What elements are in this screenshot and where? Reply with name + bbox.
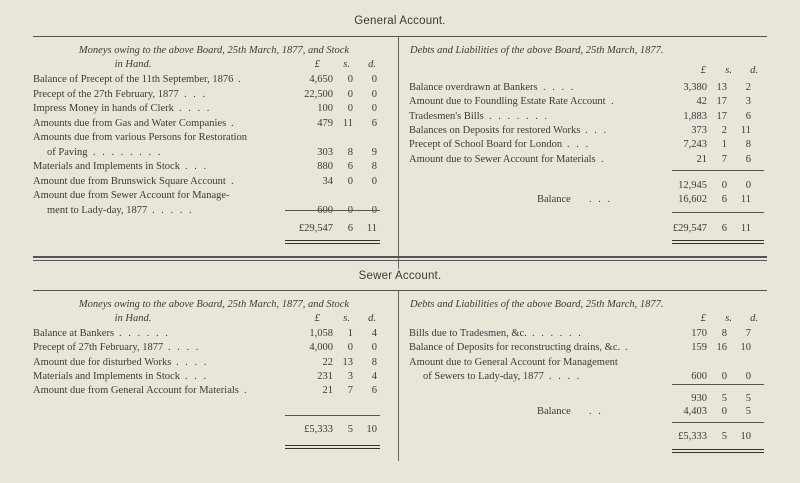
row-pence: 11 [740,124,751,136]
general-right-total-pence: 11 [740,223,751,234]
ledger-row [409,110,767,123]
general-right-balance-pence: 11 [740,194,751,205]
row-description: Balances on Deposits for restored Works [409,124,581,136]
row-pence: 6 [371,385,377,397]
row-description: Materials and Implements in Stock [33,370,180,382]
row-pence: 0 [745,370,751,382]
row-leader-dots: . . . . . . [119,328,170,339]
row-leader-dots: . [601,153,606,165]
row-pence: 0 [371,74,377,85]
row-pence: 4 [371,370,377,382]
row-leader-dots: . . . [184,88,208,100]
general-left-total-pounds: £29,547 [298,223,333,234]
ledger-row [409,370,767,383]
general-left-total-double-rule [285,240,380,244]
ledger-row [33,160,395,173]
row-shillings: 0 [347,74,353,85]
row-shillings: 17 [716,96,727,108]
row-description: Tradesmen's Bills [409,110,484,122]
row-description: Amount due to Foundling Estate Rate Account [409,96,606,108]
row-pence: 0 [371,342,377,354]
sewer-left-total-double-rule [285,445,380,449]
row-pounds: 373 [691,124,707,136]
row-shillings: 6 [347,161,353,172]
general-top-rule [33,36,767,37]
sewer-right-total-pounds: £5,333 [678,431,707,442]
ledger-row [33,189,395,202]
general-left-col-pence: d. [368,59,376,70]
row-description: of Sewers to Lady-day, 1877 [423,370,544,382]
row-pence: 9 [371,146,377,158]
general-column-divider [398,37,399,269]
row-description: Precept of School Board for London [409,139,563,151]
sewer-right-balance-label: Balance [537,406,571,417]
general-right-balance-dots: . . . [589,194,613,205]
row-leader-dots: . . . [567,139,591,151]
row-pounds: 3,380 [683,82,707,93]
row-pounds: 7,243 [683,139,707,151]
sewer-right-balance-pence: 5 [745,406,751,417]
row-leader-dots: . [244,385,249,397]
ledger-row [33,341,395,354]
row-pounds: 21 [696,153,707,165]
general-left-total-pence: 11 [366,223,377,234]
row-pence: 0 [371,204,377,216]
row-description: Amount due to General Account for Management [409,356,618,368]
ledger-row [33,356,395,369]
sewer-right-total-pence: 10 [740,431,751,442]
ledger-row [409,153,767,166]
row-description: Balance of Deposits for reconstructing drains, &c. [409,342,621,354]
row-shillings: 17 [716,110,727,122]
row-shillings: 0 [721,370,727,382]
sewer-left-col-pence: d. [368,313,376,324]
row-pounds: 22 [322,356,333,368]
row-shillings: 0 [347,342,353,354]
row-shillings: 1 [721,139,727,151]
general-left-total-row [33,222,395,235]
row-pence: 0 [371,175,377,187]
ledger-row [33,327,395,340]
row-description: Amount due from Sewer Account for Manage- [33,190,230,201]
row-pence: 6 [371,117,377,129]
row-leader-dots: . . . . . [152,204,194,216]
row-pence: 0 [371,103,377,114]
ledger-row [409,327,767,340]
row-shillings: 13 [342,356,353,368]
sewer-right-subtotal-shillings: 5 [721,393,727,404]
general-left-total-shillings: 6 [347,223,353,234]
row-description: Impress Money in hands of Clerk [33,103,174,114]
row-description: Amount due from General Account for Materials [33,385,239,397]
row-pounds: 479 [317,117,333,129]
row-description: Amount due for disturbed Works [33,356,172,368]
general-left-header-line1: Moneys owing to the above Board, 25th March, 1877, and Stock [78,45,350,56]
general-right-total-row [409,222,767,235]
general-right-balance-row [409,193,767,206]
row-leader-dots: . . . . . . . [489,110,550,122]
general-right-subtotal-pence: 0 [745,180,751,191]
ledger-row [409,138,767,151]
ledger-row [33,73,395,86]
general-account-title: General Account. [354,15,446,27]
row-pounds: 880 [317,161,333,172]
row-pounds: 42 [696,96,707,108]
ledger-row [33,175,395,188]
row-pounds: 170 [691,328,707,339]
sewer-right-subtotal-rule [672,384,764,385]
ledger-row [33,88,395,101]
general-left-header-line2: in Hand. [114,59,152,70]
general-right-total-double-rule [672,240,764,244]
row-description: Materials and Implements in Stock [33,161,180,172]
sewer-right-col-pounds: £ [700,313,706,324]
sewer-left-col-pounds: £ [314,313,320,324]
general-right-col-pounds: £ [700,65,706,76]
row-description: Precept of 27th February, 1877 [33,342,164,354]
row-shillings: 7 [721,153,727,165]
sewer-right-header: Debts and Liabilities of the above Board, 25th March, 1877. [410,299,664,310]
ledger-row [409,81,767,94]
general-right-subtotal-rule [672,170,764,171]
section-separator-double-rule [33,256,767,261]
row-leader-dots: . [231,175,236,187]
row-pence: 0 [371,88,377,100]
general-right-balance-pounds: 16,602 [678,194,707,205]
sewer-left-header-line1: Moneys owing to the above Board, 25th March, 1877, and Stock [78,299,350,310]
sewer-right-total-double-rule [672,449,764,453]
row-leader-dots: . . . . . . . . [93,146,163,158]
row-leader-dots: . . . . [549,370,582,382]
sewer-right-total-row [409,430,767,443]
sewer-left-total-shillings: 5 [347,424,353,435]
row-leader-dots: . . . . [179,103,212,114]
sewer-top-rule [33,290,767,291]
general-right-balance-shillings: 6 [721,194,727,205]
row-shillings: 0 [347,175,353,187]
row-pence: 7 [745,328,751,339]
row-description: Amount due to Sewer Account for Materials [409,153,596,165]
row-leader-dots: . . . . . . [532,328,583,339]
row-leader-dots: . [611,96,616,108]
row-shillings: 0 [347,103,353,114]
row-description: Amount due from Brunswick Square Account [33,175,226,187]
sewer-right-balance-dots: . . [589,406,603,417]
sewer-right-subtotal-row [409,392,767,405]
row-pounds: 4,650 [309,74,333,85]
row-pence: 8 [371,356,377,368]
general-right-subtotal-row [409,179,767,192]
row-pounds: 159 [691,342,707,354]
ledger-row [409,95,767,108]
sewer-right-balance-shillings: 0 [721,406,727,417]
row-description: Amounts due from Gas and Water Companies [33,117,227,129]
row-pounds: 21 [322,385,333,397]
row-leader-dots: . [231,117,236,129]
row-shillings: 13 [716,82,727,93]
sewer-left-total-pounds: £5,333 [304,424,333,435]
general-right-total-pounds: £29,547 [672,223,707,234]
row-pounds: 100 [317,103,333,114]
sewer-left-total-row [33,423,395,436]
row-pounds: 34 [322,175,333,187]
general-right-subtotal-pounds: 12,945 [678,180,707,191]
row-leader-dots: . . . [185,161,209,172]
sewer-right-col-shillings: s. [725,313,732,324]
row-pounds: 303 [317,146,333,158]
row-pounds: 1,883 [683,110,707,122]
row-leader-dots: . . . . [176,356,209,368]
ledger-row [409,341,767,354]
row-leader-dots: . [625,342,630,354]
sewer-column-divider [398,291,399,461]
sewer-left-header-line2: in Hand. [114,313,152,324]
general-left-col-pounds: £ [314,59,320,70]
row-leader-dots: . . . . [543,82,576,93]
row-pounds: 600 [317,204,333,216]
row-shillings: 7 [347,385,353,397]
sewer-left-sum-rule [285,415,380,416]
row-shillings: 0 [347,88,353,100]
row-pence: 2 [745,82,751,93]
sewer-right-balance-pounds: 4,403 [683,406,707,417]
row-shillings: 2 [721,124,727,136]
row-description: Amounts due from various Persons for Restoration [33,132,248,143]
sewer-right-balance-row [409,405,767,418]
ledger-row [33,102,395,115]
row-pence: 4 [371,328,377,339]
ledger-row [33,117,395,130]
sewer-right-subtotal-pounds: 930 [691,393,707,404]
row-pence: 3 [745,96,751,108]
sewer-right-col-pence: d. [750,313,758,324]
row-pence: 6 [745,153,751,165]
general-right-sum-rule [672,212,764,213]
sewer-right-subtotal-pence: 5 [745,393,751,404]
general-right-subtotal-shillings: 0 [721,180,727,191]
general-left-col-shillings: s. [343,59,350,70]
general-right-header: Debts and Liabilities of the above Board, 25th March, 1877. [410,45,664,56]
row-shillings: 0 [347,204,353,216]
general-right-total-shillings: 6 [721,223,727,234]
sewer-right-total-shillings: 5 [721,431,727,442]
row-leader-dots: . [238,74,243,85]
ledger-row [33,131,395,144]
row-pence: 8 [745,139,751,151]
general-left-sum-rule [285,210,380,211]
row-pounds: 231 [317,370,333,382]
general-right-col-pence: d. [750,65,758,76]
row-description: Balance at Bankers [33,328,115,339]
row-shillings: 3 [347,370,353,382]
row-shillings: 16 [716,342,727,354]
row-leader-dots: . . . [185,370,209,382]
row-description: of Paving [47,146,88,158]
general-right-col-shillings: s. [725,65,732,76]
row-description: ment to Lady-day, 1877 [47,204,148,216]
row-shillings: 8 [347,146,353,158]
row-description: Balance of Precept of the 11th September, 1876 [33,74,234,85]
row-shillings: 11 [342,117,353,129]
sewer-account-title: Sewer Account. [358,270,442,282]
row-pounds: 1,058 [309,328,333,339]
row-shillings: 8 [721,328,727,339]
row-pounds: 4,000 [309,342,333,354]
sewer-left-col-shillings: s. [343,313,350,324]
sewer-right-sum-rule [672,422,764,423]
ledger-row [33,384,395,397]
row-pounds: 22,500 [304,88,333,100]
row-description: Precept of the 27th February, 1877 [33,88,179,100]
row-leader-dots: . . . . [168,342,201,354]
sewer-left-total-pence: 10 [366,424,377,435]
ledger-row [409,124,767,137]
row-pence: 8 [371,161,377,172]
row-description: Balance overdrawn at Bankers [409,82,538,93]
row-pence: 6 [745,110,751,122]
ledger-row [409,356,767,369]
row-description: Bills due to Tradesmen, &c. [409,328,527,339]
row-pence: 10 [740,342,751,354]
row-leader-dots: . . . [585,124,609,136]
general-right-balance-label: Balance [537,194,571,205]
row-pounds: 600 [691,370,707,382]
ledger-row [33,146,395,159]
ledger-row [33,370,395,383]
row-shillings: 1 [347,328,353,339]
